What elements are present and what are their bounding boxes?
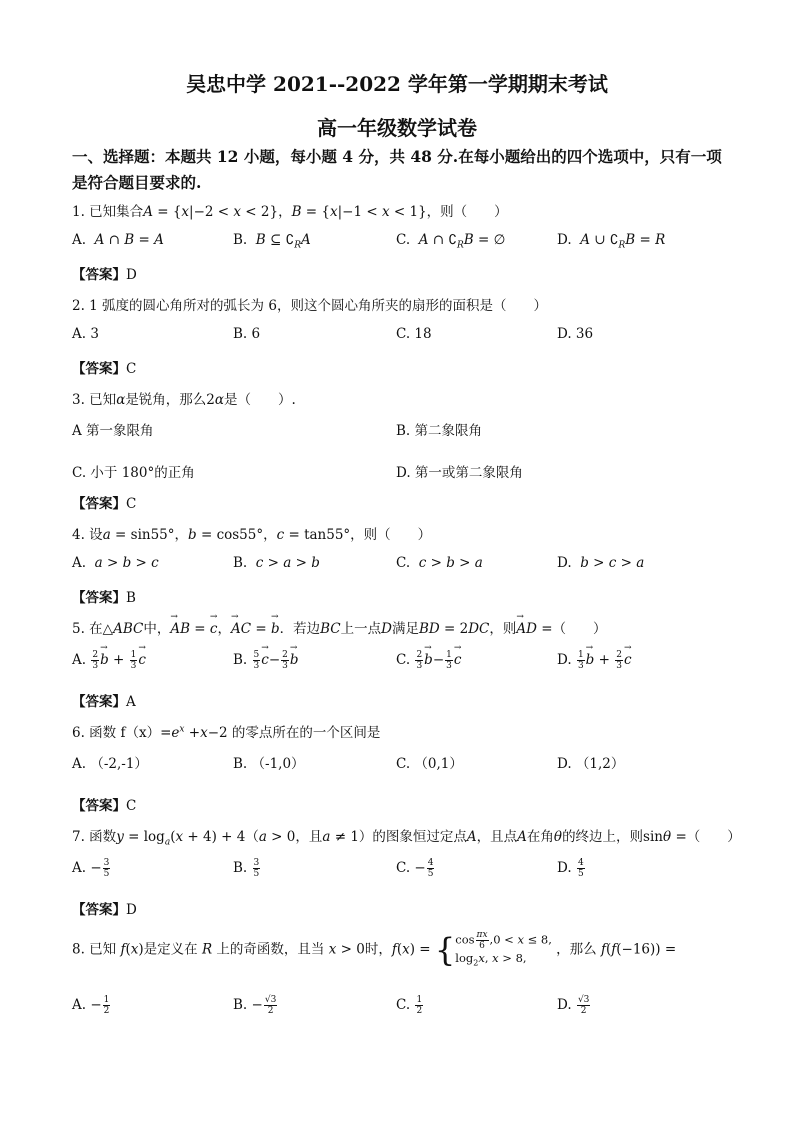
question-3-option-b: B. 第二象限角 [396, 423, 483, 439]
question-4-option-b: B. c > a > b [233, 555, 320, 571]
question-4-answer: 【答案】B [72, 590, 136, 606]
question-1-answer: 【答案】D [72, 267, 137, 283]
question-4-option-d: D. b > c > a [557, 555, 645, 571]
question-5-option-b: B. $\frac{5}{3}$ → c− $\frac{2}{3}$ → b [233, 650, 299, 671]
question-7-option-c: C. − $\frac{4}{5}$ [396, 858, 434, 879]
question-6-option-b: B. （-1,0） [233, 756, 305, 772]
question-7-stem: 7. 函数$y = \log_a(x + 4) + 4(a > 0$，且a ≠ 1）的图象恒过定点A，且点A在角θ的终边上，则sinθ =（ ） [72, 829, 741, 848]
question-5-option-a: A. $\frac{2}{3}$ → b + $\frac{1}{3}$ → c [72, 650, 146, 671]
section-heading-line2: 是符合题目要求的. [72, 173, 202, 192]
question-2-option-d: D. 36 [557, 326, 594, 342]
question-3-option-d: D. 第一或第二象限角 [396, 465, 523, 481]
question-1-option-a: A. A ∩ B = A [72, 232, 164, 248]
question-4-option-c: C. c > b > a [396, 555, 483, 571]
question-6-stem: 6. 函数 $f(x)=e^x +x-2$ 的零点所在的一个区间是 [72, 724, 381, 741]
question-2-stem: 2. 1 弧度的圆心角所对的弧长为 6，则这个圆心角所夹的扇形的面积是（ ） [72, 298, 547, 314]
section-heading-line1: 一、选择题：本题共 12 小题，每小题 4 分，共 48 分.在每小题给出的四个选项中，只有一项 [72, 147, 722, 166]
question-1-stem: 1. 已知集合A = {x|−2 < x < 2}，B = {x|−1 < x < 1}，则（ ） [72, 204, 508, 220]
question-3-option-c: C. 小于 180°的正角 [72, 465, 195, 481]
question-7-option-b: B. $\frac{3}{5}$ [233, 858, 260, 879]
question-7-answer: 【答案】D [72, 902, 137, 918]
question-1-option-b: B. B ⊆ $∁_RA$ [233, 232, 311, 251]
question-6-option-c: C. （0,1） [396, 756, 463, 772]
question-4-stem: 4. 设a = sin55°，b = cos55°，c = tan55°，则（ ） [72, 527, 432, 543]
question-3-option-a: A 第一象限角 [72, 423, 154, 439]
question-2-option-c: C. 18 [396, 326, 432, 342]
question-6-answer: 【答案】C [72, 798, 137, 814]
question-2-answer: 【答案】C [72, 361, 137, 377]
question-5-option-d: D. $\frac{1}{3}$ → b + $\frac{2}{3}$ → c [557, 650, 632, 671]
question-5-answer: 【答案】A [72, 694, 136, 710]
question-8-option-b: B. − $\frac{√3}{2}$ [233, 995, 277, 1016]
question-5-option-c: C. $\frac{2}{3}$ → b− $\frac{1}{3}$ → c [396, 650, 461, 671]
question-7-option-d: D. $\frac{4}{5}$ [557, 858, 584, 879]
question-8-stem: 8. 已知 f(x)是定义在 R 上的奇函数，且当 x > 0时，f(x) = {cos $\frac{\pi x}{6}$ ,0 < x ≤ 8, $\log_2x$, x > 8, ，那么 f(f(−16)) = [72, 930, 677, 970]
question-6-option-d: D. （1,2） [557, 756, 625, 772]
question-2-option-a: A. 3 [72, 326, 99, 342]
exam-subtitle: 高一年级数学试卷 [317, 116, 477, 140]
question-8-option-a: A. − $\frac{1}{2}$ [72, 995, 110, 1016]
question-4-option-a: A. a > b > c [72, 555, 159, 571]
question-3-answer: 【答案】C [72, 496, 137, 512]
question-7-option-a: A. − $\frac{3}{5}$ [72, 858, 110, 879]
question-8-option-c: C. $\frac{1}{2}$ [396, 995, 423, 1016]
question-5-stem: 5. 在△ABC中，→ AB = → c，→ AC = → b．若边BC上一点D满足BD = 2DC，则→ AD =（ ） [72, 617, 607, 637]
question-6-option-a: A. （-2,-1） [72, 756, 148, 772]
question-2-option-b: B. 6 [233, 326, 261, 342]
exam-title: 吴忠中学 2021--2022 学年第一学期期末考试 [186, 72, 608, 96]
question-8-option-d: D. $\frac{√3}{2}$ [557, 995, 590, 1016]
question-3-stem: 3. 已知α是锐角，那么2α是（ ）. [72, 392, 296, 408]
question-1-option-c: C. A ∩ $∁_RB$ = ∅ [396, 232, 506, 251]
question-1-option-d: D. A ∪ $∁_RB = R$ [557, 232, 666, 251]
